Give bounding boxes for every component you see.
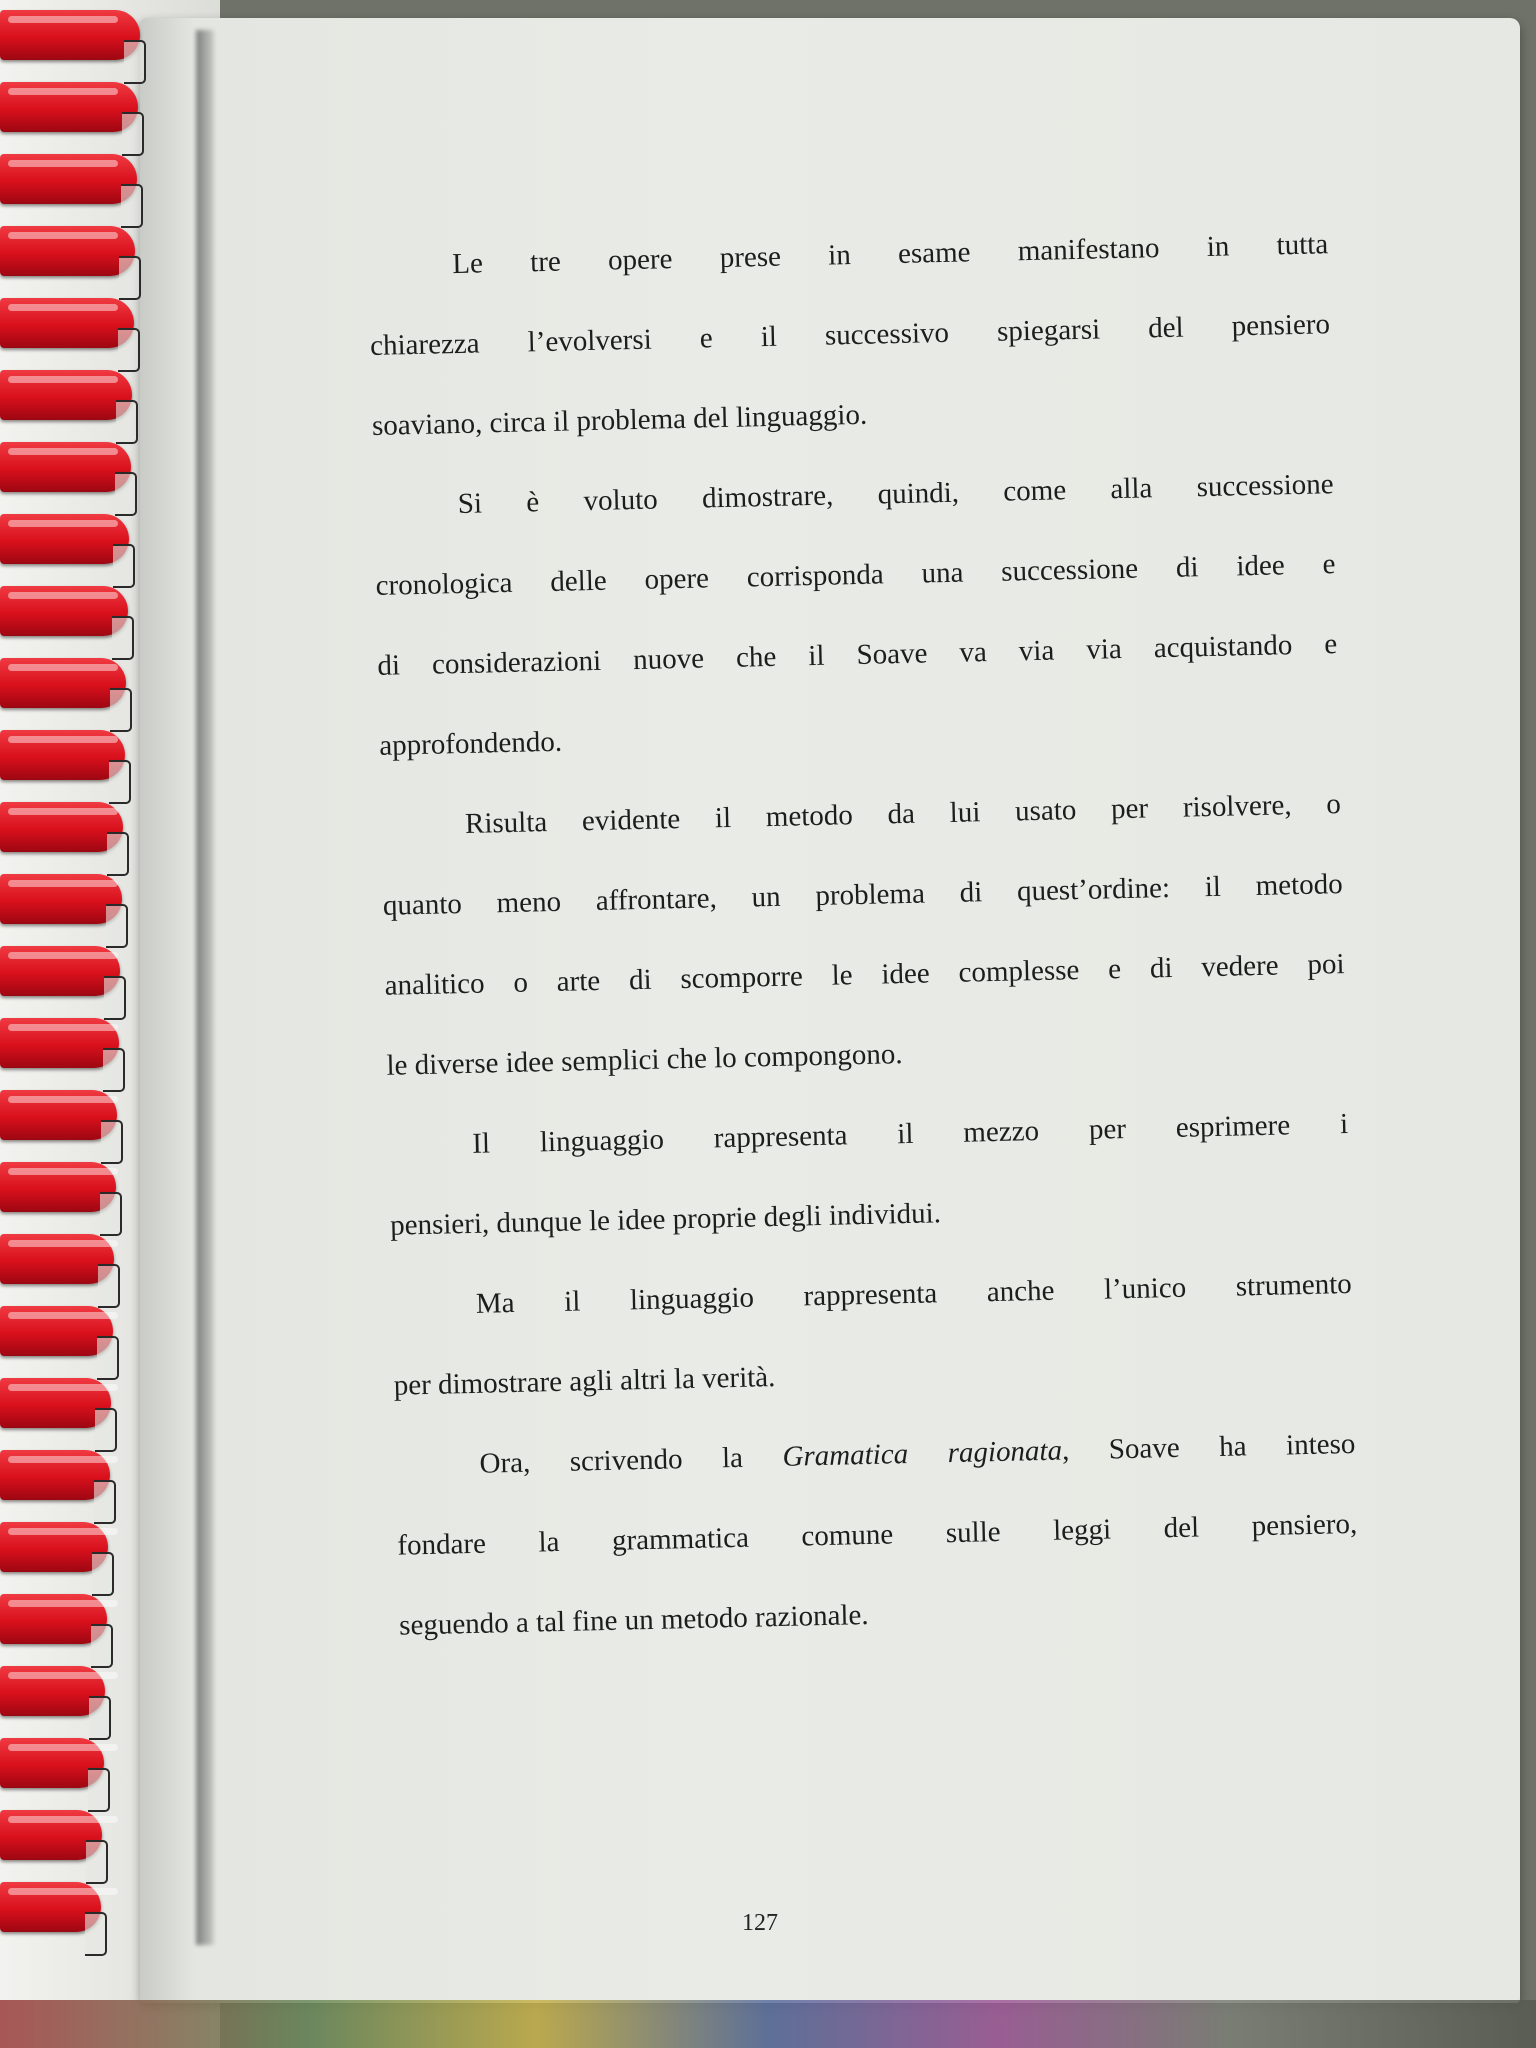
background-books: [0, 2000, 1536, 2048]
page-number: 127: [742, 1910, 778, 1936]
punch-hole: [95, 1408, 117, 1452]
binding-ring: [0, 514, 129, 564]
text-line: fondare la grammatica comune sulle leggi del pensiero,: [397, 1507, 1358, 1562]
text-line: Le tre opere prese in esame manifestano in tutta: [451, 228, 1329, 281]
text-line: analitico o arte di scomporre le idee complesse e di vedere poi: [384, 948, 1345, 1002]
binding-ring: [0, 1234, 114, 1284]
punch-hole: [103, 1048, 125, 1092]
text-line: Ma il linguaggio rappresenta anche l’unico strumento: [475, 1267, 1353, 1320]
binding-ring: [0, 874, 122, 924]
punch-hole: [106, 904, 128, 948]
punch-hole: [89, 1696, 111, 1740]
punch-hole: [107, 832, 129, 876]
text-line: cronologica delle opere corrisponda una successione di idee e: [375, 548, 1336, 602]
punch-hole: [97, 1336, 119, 1380]
text-line: quanto meno affrontare, un problema di quest’ordine: il metodo: [382, 868, 1343, 922]
punch-hole: [85, 1912, 107, 1956]
text-line: di considerazioni nuove che il Soave va via via acquistando e: [377, 628, 1338, 682]
binding-ring: [0, 1090, 117, 1140]
book-title-italic: Gramatica ragionata: [782, 1434, 1063, 1473]
punch-hole: [86, 1840, 108, 1884]
binding-ring: [0, 1018, 119, 1068]
text-line: approfondendo.: [378, 725, 563, 762]
text-line: per dimostrare agli altri la verità.: [393, 1361, 776, 1402]
binding-ring: [0, 82, 138, 132]
punch-hole: [100, 1192, 122, 1236]
punch-hole: [118, 328, 140, 372]
punch-hole: [94, 1480, 116, 1524]
text-run: , Soave ha inteso: [1061, 1427, 1356, 1467]
punch-hole: [122, 112, 144, 156]
text-run: Ora, scrivendo la: [479, 1440, 783, 1480]
text-line: le diverse idee semplici che lo compongono.: [386, 1038, 903, 1082]
punch-hole: [110, 688, 132, 732]
binding-ring: [0, 442, 131, 492]
binding-ring: [0, 226, 135, 276]
binding-ring: [0, 730, 125, 780]
binding-ring: [0, 946, 120, 996]
punch-hole: [92, 1552, 114, 1596]
binding-ring: [0, 370, 132, 420]
punch-hole: [116, 400, 138, 444]
text-line: pensieri, dunque le idee proprie degli individui.: [389, 1197, 942, 1242]
binding-ring: [0, 298, 134, 348]
binding-ring: [0, 586, 128, 636]
page-gutter-shadow: [196, 30, 214, 1945]
punch-hole: [88, 1768, 110, 1812]
binding-ring: [0, 658, 126, 708]
punch-hole: [109, 760, 131, 804]
binding-ring: [0, 802, 123, 852]
punch-hole: [124, 40, 146, 84]
punch-hole: [113, 544, 135, 588]
text-line: Il linguaggio rappresenta il mezzo per esprimere i: [471, 1107, 1349, 1160]
text-line: soaviano, circa il problema del linguaggio.: [371, 398, 868, 442]
punch-hole: [101, 1120, 123, 1164]
punch-hole: [112, 616, 134, 660]
punch-hole: [119, 256, 141, 300]
binding-ring: [0, 10, 140, 60]
punch-hole: [104, 976, 126, 1020]
text-line: Risulta evidente il metodo da lui usato per risolvere, o: [464, 788, 1342, 840]
binding-ring: [0, 154, 137, 204]
punch-hole: [115, 472, 137, 516]
text-line: chiarezza l’evolversi e il successivo spiegarsi del pensiero: [369, 308, 1331, 362]
text-line: seguendo a tal fine un metodo razionale.: [398, 1598, 869, 1642]
punch-hole: [91, 1624, 113, 1668]
punch-hole: [121, 184, 143, 228]
text-line: Si è voluto dimostrare, quindi, come alla successione: [457, 468, 1334, 521]
binding-ring: [0, 1162, 116, 1212]
punch-hole: [98, 1264, 120, 1308]
